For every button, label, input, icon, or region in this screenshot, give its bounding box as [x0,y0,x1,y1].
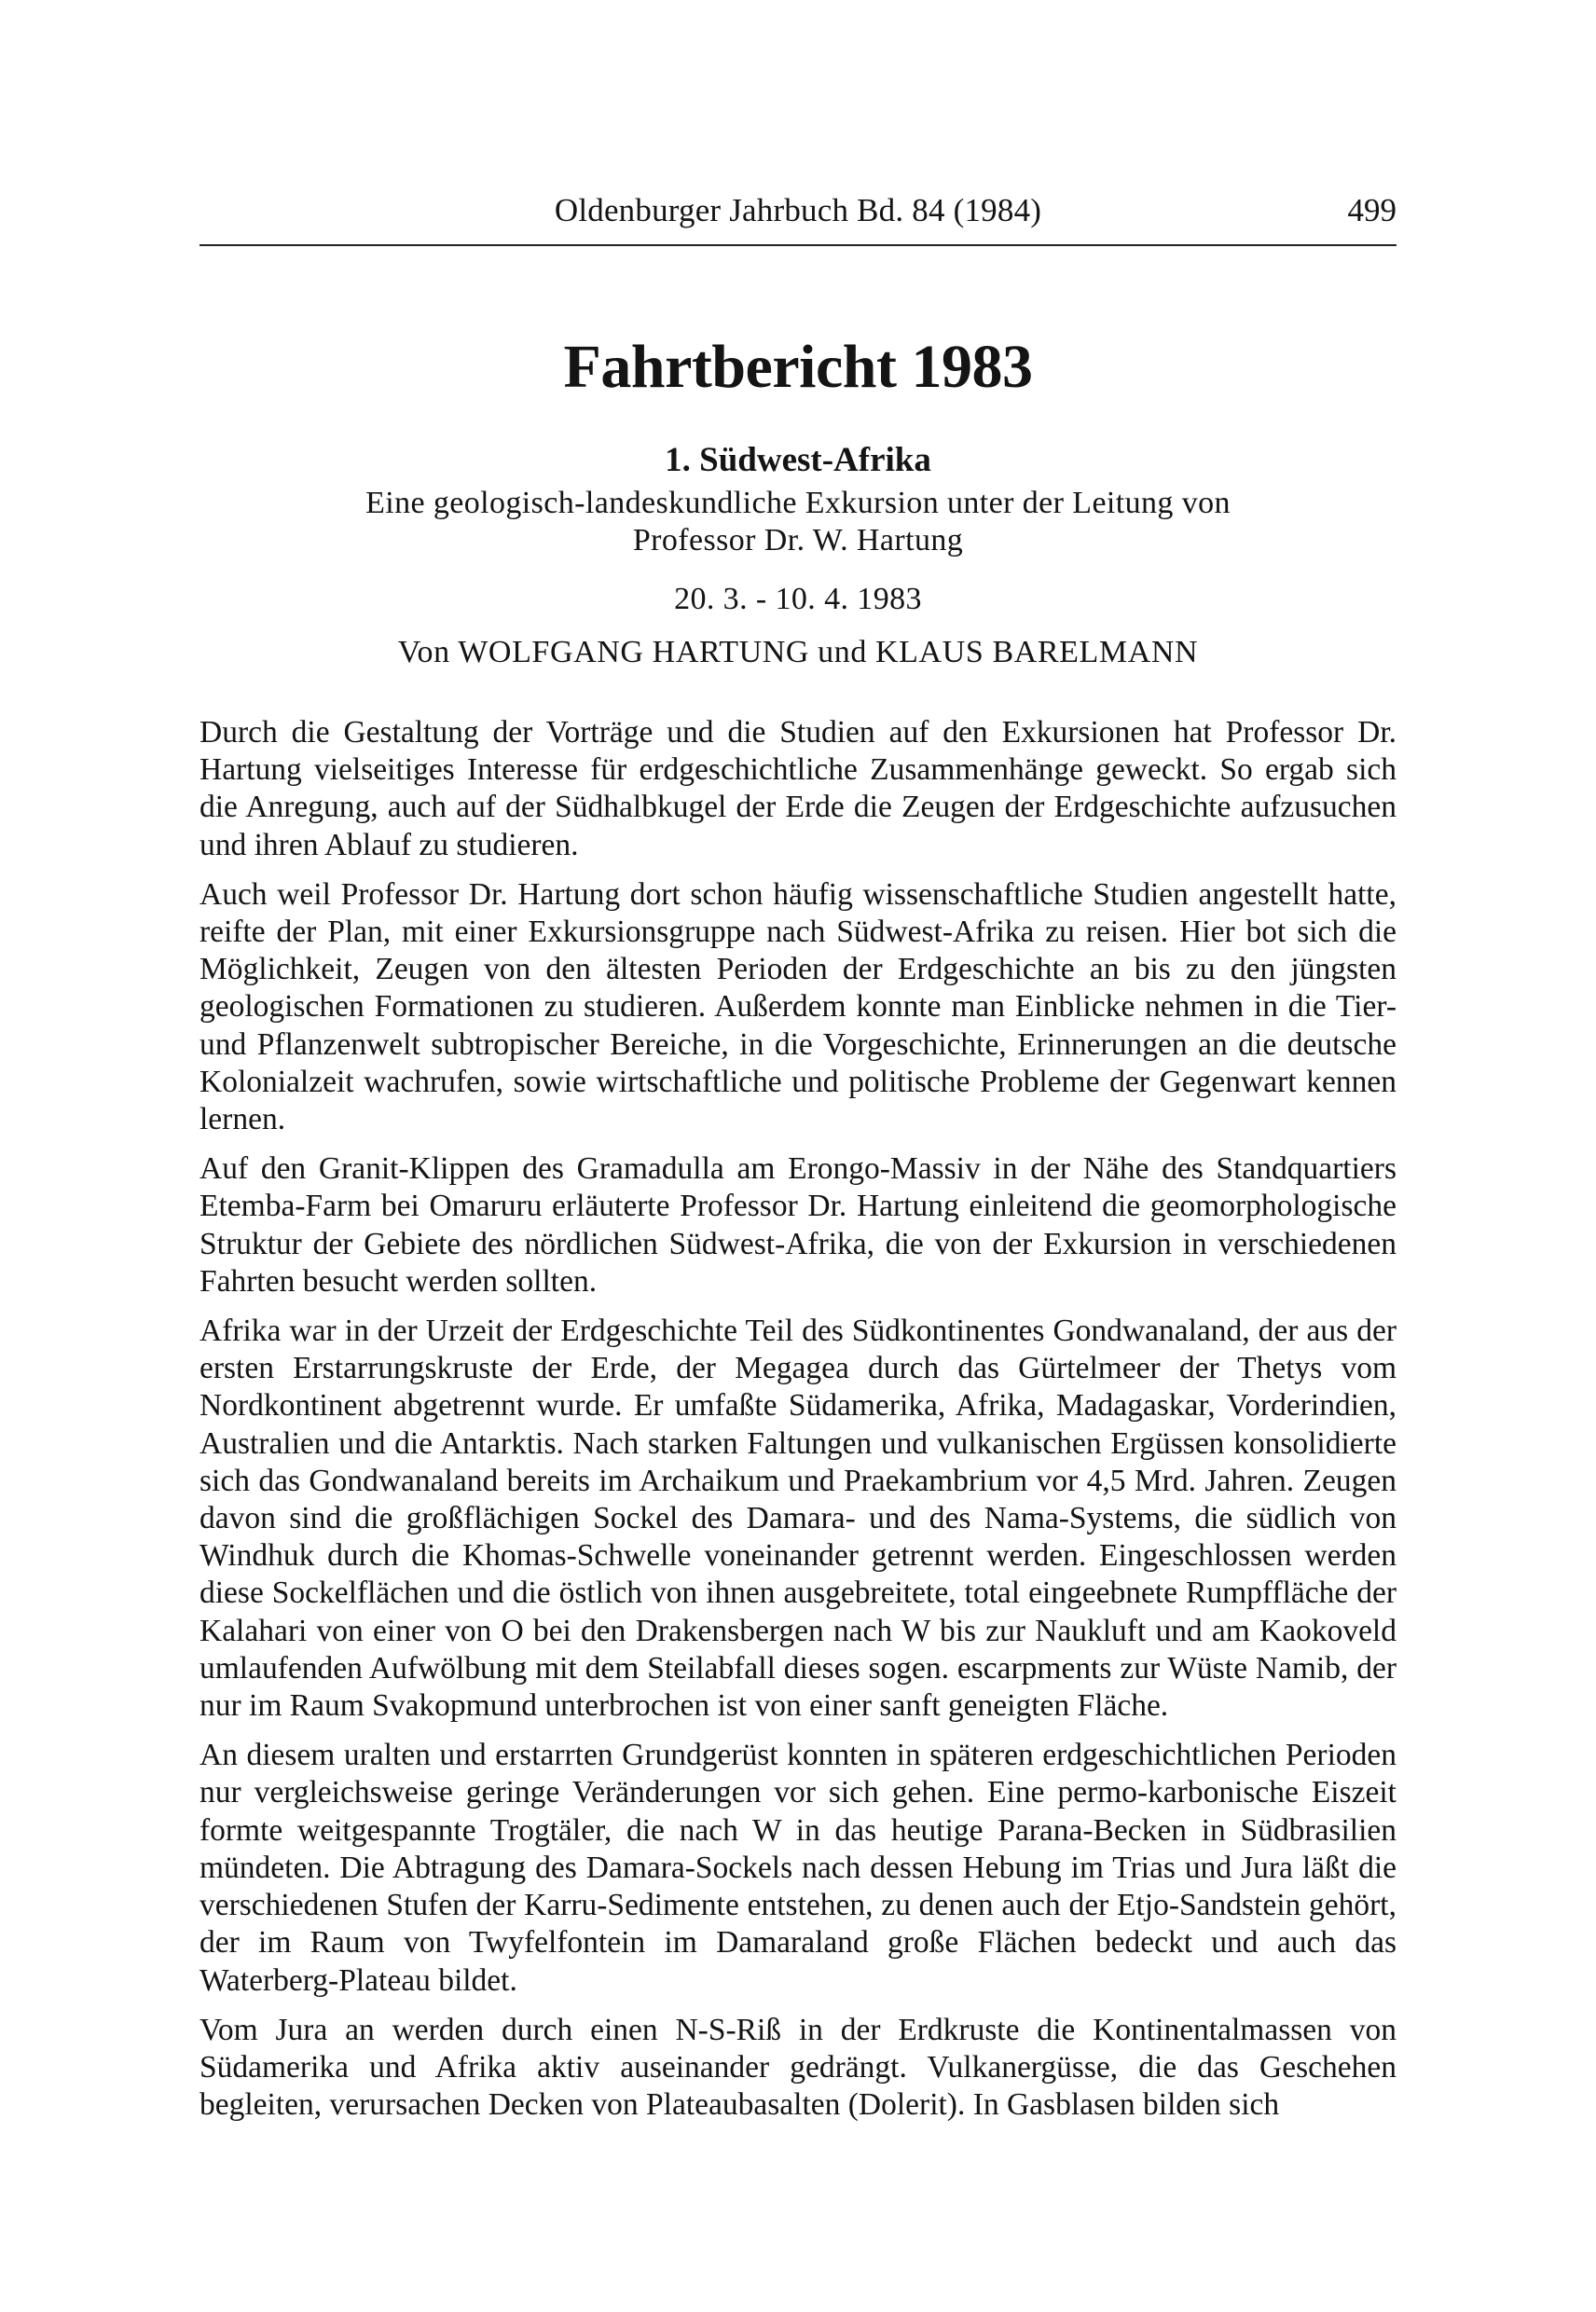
section-title: 1. Südwest-Afrika [665,441,931,479]
journal-title: Oldenburger Jahrbuch Bd. 84 (1984) [554,192,1042,228]
paragraph: Auch weil Professor Dr. Hartung dort schon häufig wissenschaftliche Studien angestellt hatte, reifte der Plan, mit einer Exkursionsgruppe nach Südwest-Afrika zu reisen. Hier bot sich die Möglichkeit, Zeugen von den ältesten Perioden der Erdgeschichte an bis zu den jüngsten geologischen Formationen zu studieren. Außerdem konnte man Einblicke nehmen in die Tier- und Pflanzenwelt subtropischer Bereiche, in die Vorgeschichte, Erinnerungen an die deutsche Kolonialzeit wachrufen, sowie wirtschaftliche und politische Probleme der Gegenwart kennen lernen. [200,876,1396,1137]
paragraph: Auf den Granit-Klippen des Gramadulla am Erongo-Massiv in der Nähe des Standquartiers Etemba-Farm bei Omaruru erläuterte Professor Dr. Hartung einleitend die geomorphologische Struktur der Gebiete des nördlichen Südwest-Afrika, die von der Exkursion in verschiedenen Fahrten besucht werden sollten. [200,1151,1396,1299]
trip-dates: 20. 3. - 10. 4. 1983 [674,582,922,616]
paragraph: An diesem uralten und erstarrten Grundgerüst konnten in späteren erdgeschichtlichen Perioden nur vergleichsweise geringe Veränderungen vor sich gehen. Eine permo-karbonische Eiszeit formte weitgespannte Trogtäler, die nach W in das heutige Parana-Becken in Südbrasilien mündeten. Die Abtragung des Damara-Sockels nach dessen Hebung im Trias und Jura läßt die verschiedenen Stufen der Karru-Sedimente entstehen, zu denen auch der Etjo-Sandstein gehört, der im Raum von Twyfelfontein im Damaraland große Flächen bedeckt und auch das Waterberg-Plateau bildet. [200,1738,1396,1998]
body-text [200,714,1396,2136]
subtitle-line-1: Eine geologisch-landeskundliche Exkursion unter der Leitung von [365,486,1231,520]
header-rule [200,244,1396,246]
article-title: Fahrtbericht 1983 [563,333,1033,401]
paragraph: Durch die Gestaltung der Vorträge und die Studien auf den Exkursionen hat Professor Dr. Hartung vielseitiges Interesse für erdgeschichtliche Zusammenhänge geweckt. So ergab sich die Anregung, auch auf der Südhalbkugel der Erde die Zeugen der Erdgeschichte aufzusuchen und ihren Ablauf zu studieren. [200,715,1396,862]
authors-line: Von WOLFGANG HARTUNG und KLAUS BARELMANN [397,635,1199,669]
paragraph: Afrika war in der Urzeit der Erdgeschichte Teil des Südkontinentes Gondwanaland, der aus der ersten Erstarrungskruste der Erde, der Megagea durch das Gürtelmeer der Thetys vom Nordkontinent abgetrennt wurde. Er umfaßte Südamerika, Afrika, Madagaskar, Vorderindien, Australien und die Antarktis. Nach starken Faltungen und vulkanischen Ergüssen konsolidierte sich das Gondwanaland bereits im Archaikum und Praekambrium vor 4,5 Mrd. Jahren. Zeugen davon sind die großflächigen Sockel des Damara- und des Nama-Systems, die südlich von Windhuk durch die Khomas-Schwelle voneinander getrennt werden. Eingeschlossen werden diese Sockelflächen und die östlich von ihnen ausgebreitete, total eingeebnete Rumpffläche der Kalahari von einer von O bei den Drakensbergen nach W bis zur Naukluft und am Kaokoveld umlaufenden Aufwölbung mit dem Steilabfall dieses sogen. escarpments zur Wüste Namib, der nur im Raum Svakopmund unterbrochen ist von einer sanft geneigten Fläche. [200,1314,1396,1724]
paragraph: Vom Jura an werden durch einen N-S-Riß in der Erdkruste die Kontinentalmassen von Südamerika und Afrika aktiv auseinander gedrängt. Vulkanergüsse, die das Geschehen begleiten, verursachen Decken von Plateaubasalten (Dolerit). In Gasblasen bilden sich [200,2012,1396,2123]
page-number: 499 [1347,192,1396,228]
subtitle-line-2: Professor Dr. W. Hartung [632,523,964,557]
running-header [200,186,1396,242]
